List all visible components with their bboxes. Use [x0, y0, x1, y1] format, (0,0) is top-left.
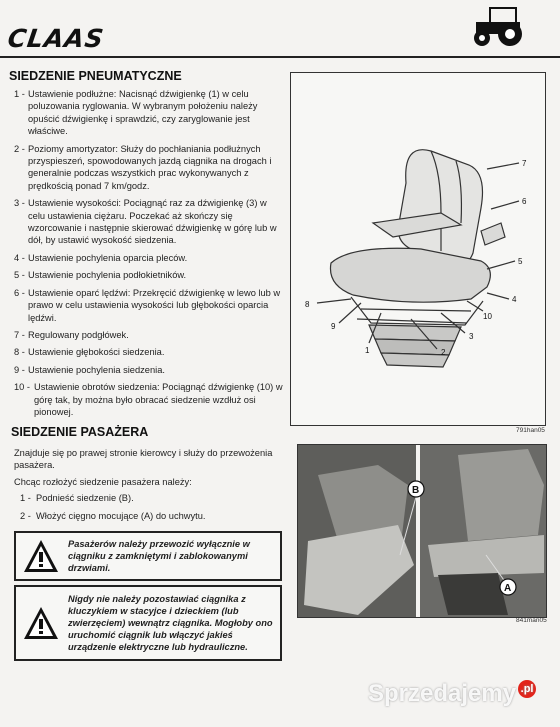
watermark: [368, 680, 536, 708]
list-item-number: 6 -: [14, 287, 25, 298]
photo-label-a: A: [504, 583, 512, 594]
warning-box-children: [14, 585, 282, 661]
passenger-seat-photos: [297, 444, 547, 618]
callout-4: 4: [512, 295, 517, 304]
list-item-text: Ustawienie pochylenia oparcia pleców.: [28, 252, 188, 263]
section-title-passenger-seat: SIEDZENIE PASAŻERA: [11, 425, 149, 439]
steps-intro-text: Chcąc rozłożyć siedzenie pasażera należy:: [14, 476, 192, 487]
list-item-number: 8 -: [14, 347, 25, 358]
callout-3: 3: [469, 332, 474, 341]
callout-8: 8: [305, 300, 310, 309]
photo-label-b: B: [412, 485, 420, 496]
list-item-number: 1 -: [14, 89, 25, 99]
callout-10: 10: [483, 312, 492, 321]
step-text: Włożyć cięgno mocujące (A) do uchwytu.: [36, 510, 206, 521]
list-item: [14, 329, 286, 341]
list-item: [14, 252, 286, 264]
list-item-text: Regulowany podgłówek.: [28, 329, 129, 340]
list-item-number: 7 -: [14, 329, 25, 340]
list-item: [14, 143, 286, 193]
watermark-text: Sprzedajemy: [368, 680, 517, 707]
list-item: [14, 269, 286, 281]
list-item: [14, 346, 286, 358]
list-item-number: 4 -: [14, 252, 25, 263]
list-item: [14, 197, 286, 247]
callout-1: 1: [365, 346, 370, 355]
list-item: [14, 88, 286, 138]
warning-triangle-icon: [22, 605, 60, 641]
watermark-suffix: .pl: [518, 680, 536, 698]
passenger-seat-photo-drawing: [298, 445, 546, 617]
callout-9: 9: [331, 322, 336, 331]
warning-triangle-icon: [22, 538, 60, 574]
figure-code-2: 841man05: [516, 617, 547, 624]
list-item: [14, 364, 286, 376]
list-item-number: 10 -: [14, 382, 31, 393]
section-title-pneumatic-seat: SIEDZENIE PNEUMATYCZNE: [9, 69, 182, 83]
seat-diagram: [290, 72, 546, 426]
list-item-text: Ustawienie obrotów siedzenia: Pociągnąć dźwigienkę (10) w górę tak, by można było obracać siedzenie wzdłuż osi pionowej.: [34, 382, 283, 417]
list-item-text: Ustawienie pochylenia siedzenia.: [28, 364, 165, 375]
tractor-icon: [470, 4, 532, 48]
callout-5: 5: [518, 257, 523, 266]
list-item: [14, 381, 286, 418]
list-item-number: 2 -: [14, 143, 25, 154]
passenger-seat-intro: [14, 447, 286, 527]
step-number: 1 -: [20, 493, 31, 504]
seat-adjustment-list: [14, 88, 286, 423]
warning-box-passengers: [14, 531, 282, 581]
step-item: [14, 492, 286, 504]
step-text: Podnieść siedzenie (B).: [36, 493, 134, 504]
list-item-text: Ustawienie głębokości siedzenia.: [28, 347, 165, 358]
list-item-text: Ustawienie pochylenia podłokietników.: [28, 270, 187, 281]
list-item-number: 9 -: [14, 364, 25, 375]
step-number: 2 -: [20, 510, 31, 521]
figure-code-1: 791han05: [516, 427, 545, 434]
list-item-text: Poziomy amortyzator: Służy do pochłaniania podłużnych przyspieszeń, spowodowanych jazdą ciągnika na drogach i generalnie podczas wszystkich prac wykonywanych z prędkością ponad 7 km/godz.: [28, 143, 272, 191]
list-item-number: 3 -: [14, 198, 25, 209]
warning-text: Nigdy nie należy pozostawiać ciągnika z kluczykiem w stacyjce i dzieckiem (lub zwierzęciem) wewnątrz ciągnika. Mogłoby ono uruchomić ciągnik lub włączyć jakieś urządzenie elektryczne lub hydrauliczne.: [68, 594, 273, 652]
list-item-text: Ustawienie podłużne: Nacisnąć dźwigienkę (1) w celu poluzowania ryglowania. W wybranym położeniu należy opuścić dźwigienkę i sprawdzić, czy zaryglowanie jest właściwe.: [28, 89, 258, 137]
warning-text: Pasażerów należy przewozić wyłącznie w ciągniku z zamkniętymi i zablokowanymi drzwiami.: [68, 539, 250, 573]
claas-logo: CLAAS: [5, 24, 107, 53]
callout-6: 6: [522, 197, 527, 206]
list-item-text: Ustawienie wysokości: Pociągnąć raz za dźwigienkę (3) w celu ustawienia ciężaru. Poczekać aż skończy się wzorcowanie i następnie skierować dźwigienkę w górę lub w dół, by ustawić wysokość siedzenia.: [28, 198, 277, 246]
step-item: [14, 510, 286, 522]
list-item-number: 5 -: [14, 270, 25, 281]
seat-drawing: [291, 73, 545, 425]
list-item: [14, 287, 286, 324]
callout-2: 2: [441, 348, 446, 357]
header-rule: [0, 56, 560, 58]
list-item-text: Ustawienie oparć lędźwi: Przekręcić dźwigienkę w lewo lub w prawo w celu ustawienia wysokości lub głębokości oparcia lędźwi.: [28, 287, 281, 323]
intro-text: Znajduje się po prawej stronie kierowcy i służy do przewożenia pasażera.: [14, 448, 273, 471]
callout-7: 7: [522, 159, 527, 168]
